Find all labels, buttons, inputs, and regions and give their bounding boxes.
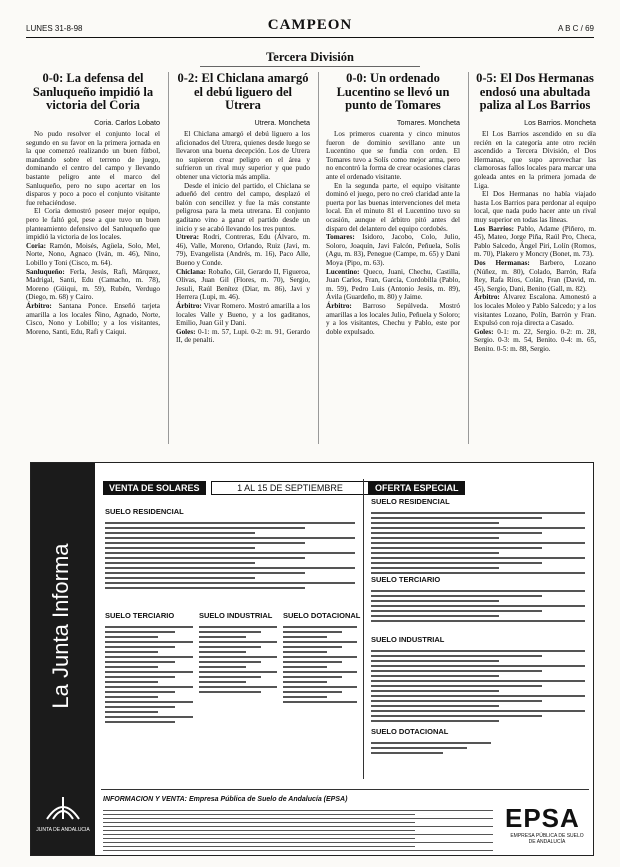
subhead-terciario: SUELO TERCIARIO (105, 611, 175, 620)
article-title: 0-0: La defensa del Sanluqueño impidió la victoria del Coria (32, 71, 154, 112)
lineup-label: Árbitro: (326, 301, 352, 310)
listing-block (105, 623, 193, 726)
lineup-text: Ferla, Jesús, Rafi, Márquez, Madrigal, Santi, Edu (Camacho, m. 78), Moreno (Güiqui, m. 59), Rubén, Verdugo (Diego, m. 68) y Cairo. (26, 267, 160, 302)
lineup-text: Santana Ponce. Enseñó tarjeta amarilla a los locales Ñino, Agnado, Norte, Cisco, Nono y Lobillo; y a los visitantes, Moreno, Santi, Edu, Rafi y Caiqui. (26, 301, 160, 336)
junta-informa-text: La Junta Informa (48, 543, 73, 709)
subhead-dotacional: SUELO DOTACIONAL (283, 611, 361, 620)
lineup-label: Árbitro: (474, 293, 500, 302)
lineup (176, 268, 310, 302)
lineup (176, 302, 310, 328)
lineup (26, 242, 160, 268)
article-utrera (176, 72, 310, 345)
lineup-text: Rodri, Contreras, Edu (Álvaro, m. 46), Valle, Moreno, Orlando, Ruiz (Javi, m. 79), Evangelista (Andrés, m. 16), Paco Alle, Bueno y Conde. (176, 233, 311, 267)
subhead-oferta-residencial: SUELO RESIDENCIAL (371, 497, 450, 506)
lineup-text: 0-1: m. 22, Sergio. 0-2: m. 28, Sergio. 0-3: m. 54, Benito. 0-4: m. 65, Benito. 0-5: m. 88, Sergio. (474, 327, 596, 353)
article-paragraph: En la segunda parte, el equipo visitante dominó el juego, pero no creó claridad ante la puerta por las buenas intervenciones del meta local. En el minuto 81 el Lucentino tuvo su ocasión, aunque el árbitro pitó antes del disparo del delantero del equipo cordobés. (326, 181, 460, 233)
lineup (326, 268, 460, 302)
article-los-barrios (474, 72, 596, 354)
subhead-oferta-dotacional: SUELO DOTACIONAL (371, 727, 449, 736)
article-coria (26, 72, 160, 336)
article-title: 0-0: Un ordenado Lucentino se llevó un punto de Tomares (336, 71, 450, 112)
lineup-label: Coria: (26, 241, 46, 250)
article-paragraph: Los primeros cuarenta y cinco minutos fueron de dominio sevillano ante un Lucentino que se fundía con orden. El Tomares tuvo a Solís como mejor arma, pero no encontró la forma de crear ocasiones claras ante el ordenado visitante. (326, 130, 460, 182)
lineup-label: Utrera: (176, 233, 200, 242)
header-rule (26, 37, 594, 38)
article-paragraph: Desde el inicio del partido, el Chiclana se adueñó del centro del campo, desplazó el balón con sencillez y fue la más constante peligrosa para la meta utrerana. El conjunto gaditano vino a ganar el partido desde un inicio y se acabó llevando los tres puntos. (176, 181, 310, 233)
article-paragraph: El Los Barrios ascendido en su día recién en la categoría ante otro recién ascendido a Tercera División, el Dos Hermanas, que supo aprovechar las clamorosas fallos locales para marcar una goleada antes en la primera jornada de Liga. (474, 130, 596, 190)
oferta-title: OFERTA ESPECIAL (369, 481, 465, 495)
article-title: 0-2: El Chiclana amargó el debú liguero del Utrera (177, 71, 309, 112)
lineup-text: 0-1: m. 57, Lupi. 0-2: m. 91, Gerardo II, de penalti. (176, 327, 310, 345)
ad-sidebar (31, 463, 95, 855)
lineup-label: Lucentino: (326, 267, 360, 276)
lineup (326, 233, 460, 267)
lineup (474, 225, 596, 259)
division-rule (200, 66, 420, 67)
article-tomares (326, 72, 460, 336)
lineup-label: Árbitro: (26, 301, 52, 310)
lineup (176, 233, 310, 267)
venta-dates: 1 AL 15 DE SEPTIEMBRE (211, 481, 369, 495)
subhead-oferta-industrial: SUELO INDUSTRIAL (371, 635, 445, 644)
lineup-label: Árbitro: (176, 301, 202, 310)
lineup-label: Goles: (176, 327, 196, 336)
lineup-text: Queco, Juani, Chechu, Castilla, Juan Carlos, Fran, García, Cordobilla (Pablo, m. 59), Pedro Luis (Antonio Jesús, m. 89), Ávila (Guardeño, m. 80) y Jaime. (326, 267, 460, 302)
junta-advertisement (30, 462, 594, 856)
lineup (474, 328, 596, 354)
listing-block (371, 739, 491, 757)
division-title: Tercera División (266, 50, 354, 64)
junta-logo-text: JUNTA DE ANDALUCIA (36, 827, 90, 833)
lineup-label: Chiclana: (176, 267, 206, 276)
lineup-label: Los Barrios: (474, 224, 515, 233)
listing-block (283, 623, 357, 706)
junta-logo-icon (45, 793, 81, 821)
lineup (26, 302, 160, 336)
column-separator (468, 72, 469, 444)
lineup-label: Dos Hermanas: (474, 259, 530, 267)
contact-list (103, 807, 493, 854)
article-title: 0-5: El Dos Hermanas endosó una abultada paliza al Los Barrios (476, 71, 594, 112)
page-date: LUNES 31-8-98 (26, 24, 83, 33)
epsa-logo: EPSA (505, 803, 580, 833)
lineup-label: Sanluqueño: (26, 267, 65, 276)
article-paragraph: No pudo resolver el conjunto local el segundo en su favor en la primera jornada en la que comenzó realizando un buen fútbol, mandando sobre el terreno de juego, dominando el centro del campo y llevando bastante peligro ante el marco del Sanluqueño, pero no supo acertar en los disparos y poco a poco el conjunto visitante fue rehaciéndose. (26, 130, 160, 207)
ad-rule (101, 789, 589, 790)
article-paragraph: El Dos Hermanas no había viajado hasta Los Barrios para perdonar al equipo local, que nada pudo hacer ante un rival muy superior en todas las líneas. (474, 190, 596, 225)
article-byline: Tomares. Moncheta (396, 117, 460, 127)
subhead-residencial: SUELO RESIDENCIAL (105, 507, 184, 516)
epsa-subtitle: EMPRESA PÚBLICA DE SUELO DE ANDALUCÍA (510, 833, 584, 845)
article-byline: Los Barrios. Moncheta (524, 117, 596, 127)
listing-block (371, 587, 585, 625)
lineup (326, 302, 460, 336)
lineup-text: Robaño, Gil, Gerardo II, Figueroa, Olivas, Juan Gil (Flores, m. 70), Sergio, Jesuli, Raúl Benítez (Diar, m. 86), Javi y Herrera (Lupi, m. 46). (176, 267, 311, 302)
lineup-text: Vivar Romero. Mostró amarilla a los locales Valle y Bueno, y a los gaditanos, Emilio, Juan Gil y Dani. (176, 301, 310, 328)
lineup (176, 328, 310, 345)
page-number: A B C / 69 (557, 24, 594, 33)
lineup-text: Ramón, Moisés, Agüela, Solo, Mel, Norte, Nono, Agnaco (Iván, m. 46), Nino, Lobillo y Toni (Cisco, m. 64). (26, 241, 160, 267)
article-byline: Utrera. Moncheta (254, 117, 310, 127)
column-separator (168, 72, 169, 444)
article-paragraph: El Chiclana amargó el debú liguero a los aficionados del Utrera, quienes desde luego se llevaron una buena decepción. Los de Utrera no supieron crear peligro en el área y sufrieron un rival muy superior y que pudo obtener una victoria más amplia. (176, 130, 310, 182)
subhead-oferta-terciario: SUELO TERCIARIO (371, 575, 441, 584)
lineup-text: Barroso Sepúlveda. Mostró amarillas a los locales Julio, Peñuela y Soloro; y a los visitantes, Chechu y Pablo, este por doble expulsado. (326, 301, 460, 336)
lineup (474, 293, 596, 327)
lineup-text: Isidoro, Jacobo, Colo, Julio, Soloro, Joaquín, Javi Falcón, Peñuela, Solís (Agu, m. 83), Penegue (Campe, m. 65) y Dani Moya (Pipo, m. 63). (326, 233, 461, 267)
lineup-text: Álvarez Escalona. Amonestó a los locales Moleo y Pablo Salcedo; y a los visitantes Lozano, Polín, Barrón y Fran. Expulsó con roja directa a Casado. (474, 293, 597, 328)
section-title: CAMPEON (267, 17, 353, 33)
listing-block (199, 623, 277, 696)
venta-title: VENTA DE SOLARES (103, 481, 206, 495)
ad-info-line: INFORMACION Y VENTA: Empresa Pública de Suelo de Andalucía (EPSA) (103, 796, 348, 803)
listing-block (371, 509, 585, 577)
listing-block (371, 647, 585, 725)
subhead-industrial: SUELO INDUSTRIAL (199, 611, 273, 620)
lineup-label: Goles: (474, 327, 494, 336)
lineup (26, 268, 160, 302)
lineup-label: Tomares: (326, 233, 355, 242)
page-header (26, 17, 594, 36)
lineup (474, 259, 596, 293)
article-byline: Coria. Carlos Lobato (94, 117, 160, 127)
ad-divider (363, 479, 364, 779)
column-separator (318, 72, 319, 444)
lineup-text: Barbero, Lozano (Núñez, m. 80), Colado, Barrón, Rafa Rey, Rafa Ríos, Colán, Fran (David, m. 45), Sergio, Dani, Benito (Gall, m. 82). (474, 259, 596, 293)
lineup-text: Pablo, Adame (Piñero, m. 45), Mateo, Jorge Piña, Raúl Pro, Checa, Pablo Salcedo, Ángel Piri, Lolín (Romos, m. 70), Plakero y Moncry (Bonet, m. 73). (474, 224, 597, 259)
article-paragraph: El Coria demostró poseer mejor equipo, pero le faltó gol, pese a que tuvo un buen planteamiento defensivo del Sanluqueño que impidió la victoria de los locales. (26, 207, 160, 242)
listing-block (105, 519, 355, 592)
